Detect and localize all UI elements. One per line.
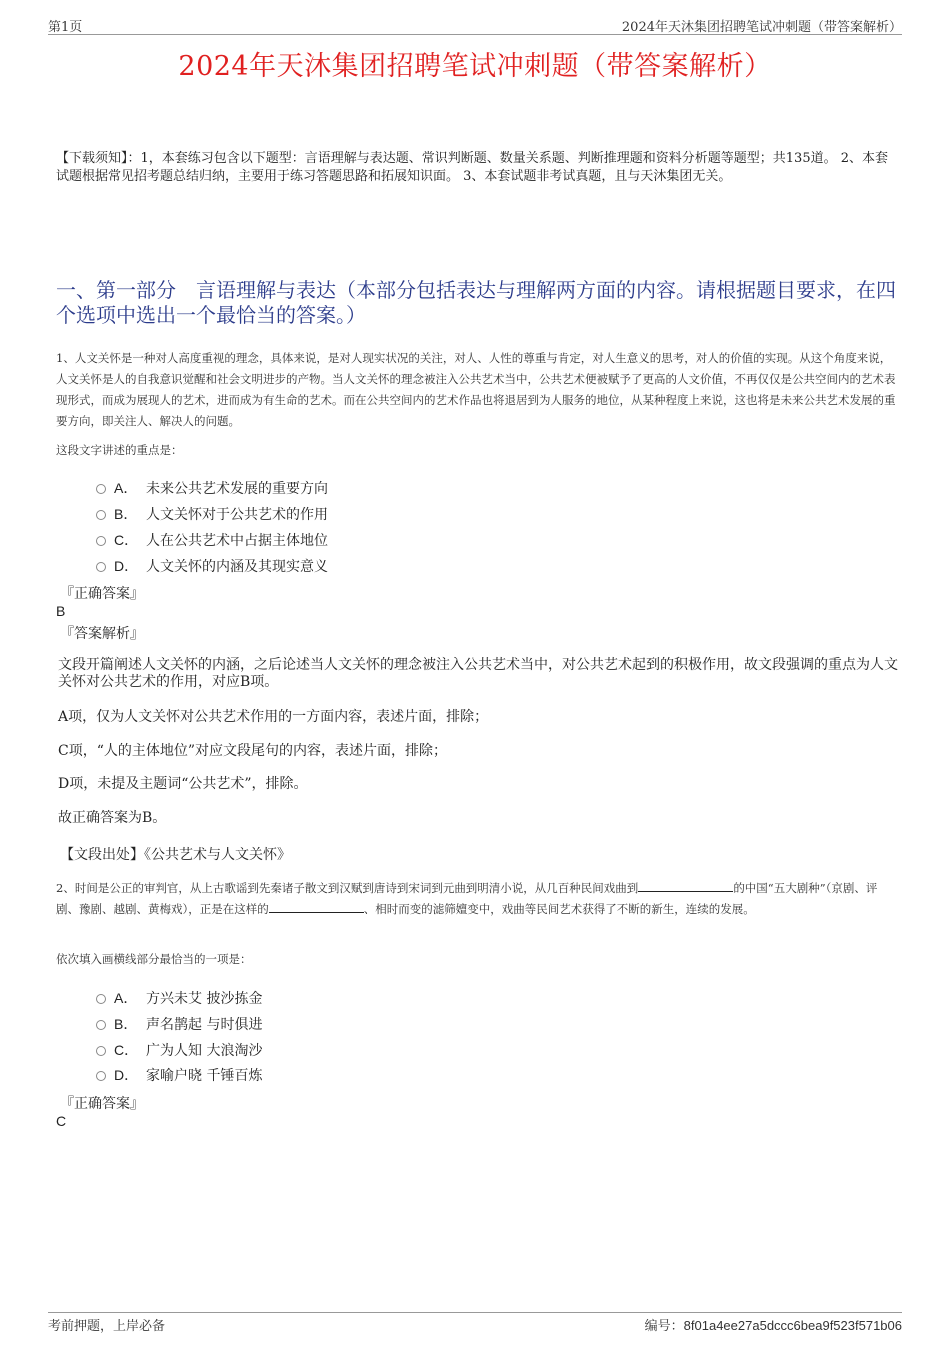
question-1-stem: 1、人文关怀是一种对人高度重视的理念，具体来说，是对人现实状况的关注，对人、人性的尊重与肯定，对人生意义的思考，对人的价值的实现。从这个角度来说，人文关怀是人的自我意识觉醒和社会文明进步的产物。当人文关怀的理念被注入公共艺术当中，公共艺术便被赋予了更高的人文价值，不再仅仅是公共空间内的艺术表现形式，而成为展现人的艺术，进而成为有生命的艺术。而在公共空间内的艺术作品也将退居到为人服务的地位，从某种程度上来说，这也将是未来公共艺术发展的重要方向，即关注人、解决人的问题。 bbox=[56, 351, 896, 428]
header-doc-title: 2024年天沐集团招聘笔试冲刺题（带答案解析） bbox=[621, 20, 902, 35]
question-2-ask: 依次填入画横线部分最恰当的一项是： bbox=[56, 952, 252, 966]
question-1-option-b[interactable] bbox=[96, 504, 328, 524]
question-2-answer-label: 『正确答案』 bbox=[60, 1096, 144, 1112]
option-key: A． bbox=[114, 480, 138, 496]
page-title: 2024年天沐集团招聘笔试冲刺题（带答案解析） bbox=[178, 51, 772, 82]
option-key: C． bbox=[114, 1042, 139, 1058]
analysis-paragraph: A项，仅为人文关怀对公共艺术作用的一方面内容，表述片面，排除； bbox=[58, 709, 489, 725]
option-text: 人文关怀对于公共艺术的作用 bbox=[146, 507, 328, 523]
radio-icon[interactable] bbox=[96, 536, 106, 546]
option-text: 人在公共艺术中占据主体地位 bbox=[146, 533, 328, 549]
download-notice: 【下载须知】：1，本套练习包含以下题型：言语理解与表达题、常识判断题、数量关系题、判断推理题和资料分析题等题型；共135道。 2、本套试题根据常见招考题总结归纳，主要用于练习答题思路和拓展知识面。 3、本套试题非考试真题，且与天沐集团无关。 bbox=[56, 151, 888, 184]
question-2-option-c[interactable] bbox=[96, 1040, 262, 1060]
question-1-answer: B bbox=[56, 603, 66, 619]
fill-blank bbox=[638, 879, 733, 892]
question-2-stem bbox=[56, 878, 898, 920]
analysis-paragraph: D项，未提及主题词“公共艺术”，排除。 bbox=[58, 776, 308, 792]
radio-icon[interactable] bbox=[96, 562, 106, 572]
option-text: 家喻户晓 千锤百炼 bbox=[146, 1068, 263, 1084]
analysis-paragraph: 文段开篇阐述人文关怀的内涵，之后论述当人文关怀的理念被注入公共艺术当中，对公共艺术起到的积极作用，故文段强调的重点为人文关怀对公共艺术的作用，对应B项。 bbox=[58, 657, 898, 690]
question-2-option-d[interactable] bbox=[96, 1065, 262, 1085]
stem-part: 的中国“五大剧种”（京剧、评剧、豫剧、越剧、黄梅戏），正是在这样的 bbox=[56, 881, 878, 916]
option-text: 方兴未艾 披沙拣金 bbox=[146, 991, 263, 1007]
radio-icon[interactable] bbox=[96, 994, 106, 1004]
question-1-answer-label: 『正确答案』 bbox=[60, 586, 144, 602]
page-header bbox=[48, 14, 902, 35]
option-text: 广为人知 大浪淘沙 bbox=[146, 1043, 263, 1059]
question-2-option-a[interactable] bbox=[96, 988, 262, 1008]
option-key: A． bbox=[114, 990, 138, 1006]
analysis-paragraph: C项，“人的主体地位”对应文段尾句的内容，表述片面，排除； bbox=[58, 743, 448, 759]
question-1-option-c[interactable] bbox=[96, 530, 328, 550]
question-1-option-d[interactable] bbox=[96, 556, 328, 576]
stem-part: 2、时间是公正的审判官，从上古歌谣到先秦诸子散文到汉赋到唐诗到宋词到元曲到明清小说，从几百种民间戏曲到 bbox=[56, 881, 639, 895]
option-key: B． bbox=[114, 1016, 138, 1032]
question-1-analysis-label: 『答案解析』 bbox=[60, 626, 144, 642]
option-key: B． bbox=[114, 506, 138, 522]
page-footer bbox=[48, 1312, 902, 1334]
option-key: D． bbox=[114, 1067, 139, 1083]
footer-code-value: 8f01a4ee27a5dccc6bea9f523f571b06 bbox=[683, 1318, 902, 1333]
option-key: C． bbox=[114, 532, 139, 548]
radio-icon[interactable] bbox=[96, 1071, 106, 1081]
radio-icon[interactable] bbox=[96, 484, 106, 494]
radio-icon[interactable] bbox=[96, 510, 106, 520]
radio-icon[interactable] bbox=[96, 1046, 106, 1056]
stem-part: 、相时而变的滤筛嬗变中，戏曲等民间艺术获得了不断的新生，连续的发展。 bbox=[363, 902, 755, 916]
question-1-source: 【文段出处】《公共艺术与人文关怀》 bbox=[60, 847, 291, 863]
option-text: 人文关怀的内涵及其现实意义 bbox=[146, 559, 328, 575]
question-2-answer: C bbox=[56, 1113, 67, 1129]
section-title: 一、第一部分 言语理解与表达（本部分包括表达与理解两方面的内容。请根据题目要求，在四个选项中选出一个最恰当的答案。） bbox=[56, 278, 896, 327]
page-number: 第1页 bbox=[48, 20, 83, 35]
analysis-paragraph: 故正确答案为B。 bbox=[58, 810, 167, 826]
question-1-ask: 这段文字讲述的重点是： bbox=[56, 443, 183, 457]
footer-slogan: 考前押题，上岸必备 bbox=[48, 1319, 166, 1334]
question-1-option-a[interactable] bbox=[96, 478, 328, 498]
fill-blank bbox=[269, 900, 364, 913]
option-key: D． bbox=[114, 558, 139, 574]
question-2-option-b[interactable] bbox=[96, 1014, 262, 1034]
option-text: 未来公共艺术发展的重要方向 bbox=[146, 481, 328, 497]
option-text: 声名鹊起 与时俱进 bbox=[146, 1017, 263, 1033]
footer-code-label: 编号： bbox=[644, 1319, 684, 1334]
footer-code bbox=[645, 1315, 902, 1334]
radio-icon[interactable] bbox=[96, 1020, 106, 1030]
